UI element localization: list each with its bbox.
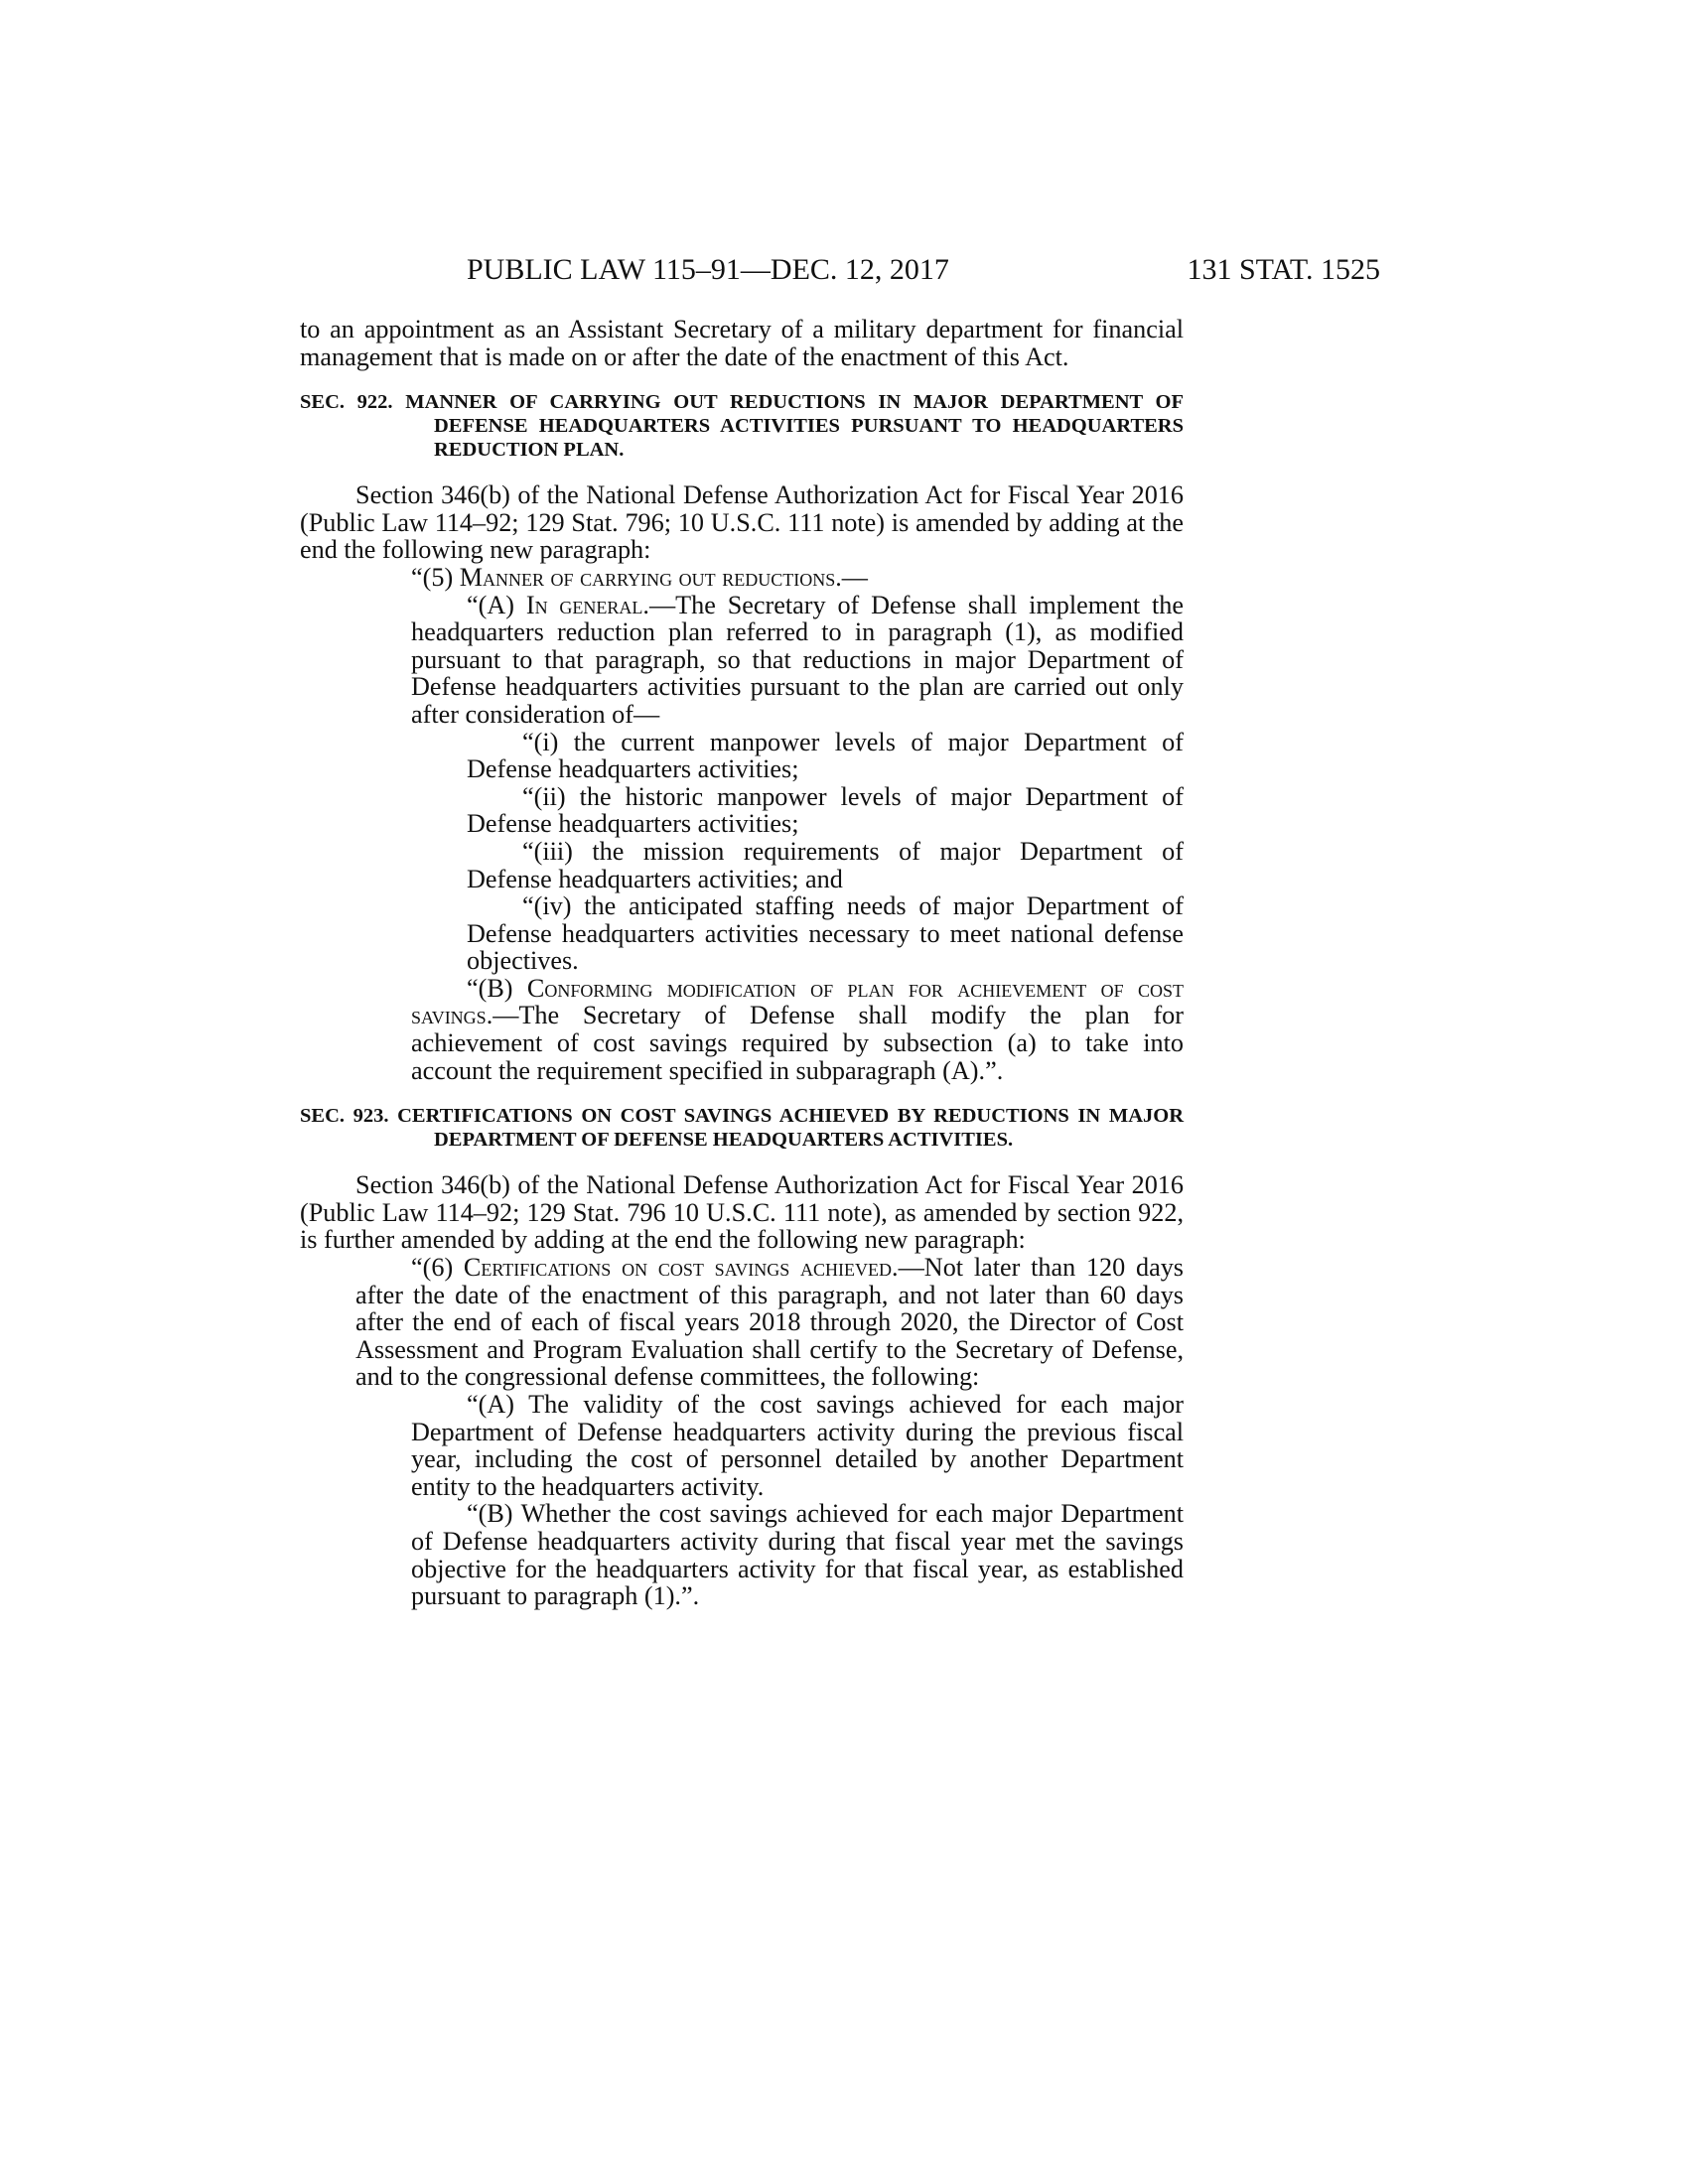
section-922-paragraph-5 xyxy=(300,564,1184,592)
clause-iii: “(iii) the mission requirements of major Department of Defense headquarters activities; and xyxy=(467,836,1184,893)
section-923-intro: Section 346(b) of the National Defense Authorization Act for Fiscal Year 2016 (Public Law 114–92; 129 Stat. 796 10 U.S.C. 111 note), as amended by section 922, is further amended by adding at the end the following new paragraph: xyxy=(300,1170,1184,1255)
section-922-subparagraph-a xyxy=(300,592,1184,729)
paragraph-5-label: “(5) xyxy=(411,562,460,592)
paragraph-6-text: .—Not later than 120 days after the date of the enactment of this paragraph, and not later than 60 days after the end of each of fiscal years 2018 through 2020, the Director of Cost Assessment and Program Evaluation shall certify to the Secretary of Defense, and to the congressional defense committees, the following: xyxy=(355,1253,1184,1392)
header-statute-page: 131 STAT. 1525 xyxy=(1187,253,1380,286)
section-923-heading: SEC. 923. CERTIFICATIONS ON COST SAVINGS ACHIEVED BY REDUCTIONS IN MAJOR DEPARTMENT OF DEFENSE HEADQUARTERS ACTIVITIES. xyxy=(300,1105,1184,1152)
paragraph-6-label: “(6) xyxy=(411,1253,464,1283)
clause-ii: “(ii) the historic manpower levels of major Department of Defense headquarters activities; xyxy=(467,781,1184,839)
subparagraph-b-heading: Conforming modification of plan for achievement of cost savings xyxy=(411,973,1184,1030)
subparagraph-a-heading: In general xyxy=(525,590,643,619)
subparagraph-b-text: .—The Secretary of Defense shall modify the plan for achievement of cost savings required by subsection (a) to take into account the requirement specified in subparagraph (A).”. xyxy=(411,1001,1184,1085)
document-body xyxy=(300,316,1184,1610)
clause-iv: “(iv) the anticipated staffing needs of major Department of Defense headquarters activities necessary to meet national defense objectives. xyxy=(467,891,1184,976)
section-923-subparagraph-b: “(B) Whether the cost savings achieved for each major Department of Defense headquarters activity during that fiscal year met the savings objective for the headquarters activity for that fiscal year, as established pursuant to paragraph (1).”. xyxy=(411,1499,1184,1611)
section-923-subparagraph-a: “(A) The validity of the cost savings achieved for each major Department of Defense headquarters activity during the previous fiscal year, including the cost of personnel detailed by another Department entity to the headquarters activity. xyxy=(411,1390,1184,1501)
subparagraph-a-label: “(A) xyxy=(467,590,526,619)
subparagraph-b-label: “(B) xyxy=(467,973,527,1003)
paragraph-5-heading: Manner of carrying out reductions xyxy=(459,562,836,592)
section-922-heading: SEC. 922. MANNER OF CARRYING OUT REDUCTIONS IN MAJOR DEPARTMENT OF DEFENSE HEADQUARTERS ACTIVITIES PURSUANT TO HEADQUARTERS REDUCTION PLAN. xyxy=(300,391,1184,462)
paragraph-5-dash: .— xyxy=(835,562,868,592)
continuation-paragraph: to an appointment as an Assistant Secretary of a military department for financial management that is made on or after the date of the enactment of this Act. xyxy=(300,315,1184,371)
section-922-intro: Section 346(b) of the National Defense Authorization Act for Fiscal Year 2016 (Public Law 114–92; 129 Stat. 796; 10 U.S.C. 111 note) is amended by adding at the end the following new paragraph: xyxy=(300,480,1184,565)
section-923-paragraph-6 xyxy=(300,1254,1184,1391)
subparagraph-a-text: .—The Secretary of Defense shall implement the headquarters reduction plan referred to in paragraph (1), as modified pursuant to that paragraph, so that reductions in major Department of Defense headquarters activities pursuant to the plan are carried out only after consideration of— xyxy=(411,590,1184,729)
header-public-law: PUBLIC LAW 115–91—DEC. 12, 2017 xyxy=(467,253,949,286)
section-922-subparagraph-b xyxy=(300,975,1184,1084)
paragraph-6-heading: Certifications on cost savings achieved xyxy=(463,1253,893,1283)
running-header xyxy=(298,250,1380,290)
clause-i: “(i) the current manpower levels of major Department of Defense headquarters activities; xyxy=(467,727,1184,784)
